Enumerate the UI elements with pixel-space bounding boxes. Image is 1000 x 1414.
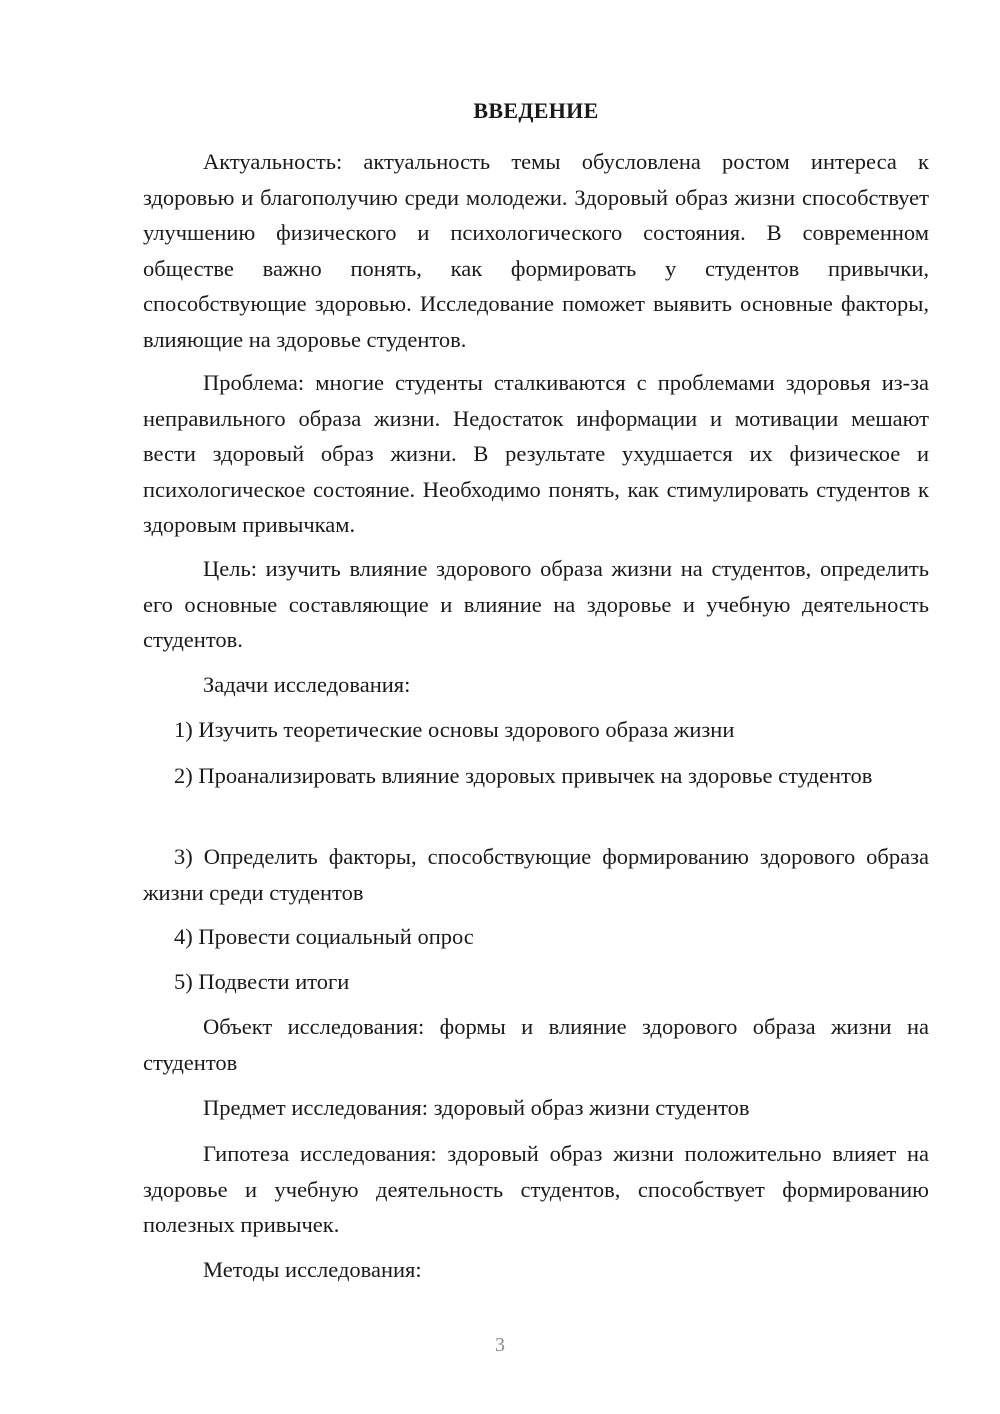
problem-paragraph: Проблема: многие студенты сталкиваются с проблемами здоровья из-за неправильного образа жизни. Недостаток информации и мотивации мешают вести здоровый образ жизни. В результате ухудшается их физическое и психологическое состояние. Необходимо понять, как стимулировать студентов к здоровым привычкам.	[143, 370, 929, 537]
goal-paragraph: Цель: изучить влияние здорового образа жизни на студентов, определить его основные составляющие и влияние на здоровье и учебную деятельность студентов.	[143, 556, 929, 652]
hypothesis-paragraph: Гипотеза исследования: здоровый образ жизни положительно влияет на здоровье и учебную деятельность студентов, способствует формированию полезных привычек.	[143, 1141, 929, 1237]
page-number: 3	[495, 1334, 505, 1356]
task-item-3: 3) Определить факторы, способствующие формированию здорового образа жизни среди студентов	[143, 844, 929, 905]
task-item-2: 2) Проанализировать влияние здоровых привычек на здоровье студентов	[174, 763, 873, 788]
object-paragraph: Объект исследования: формы и влияние здорового образа жизни на студентов	[143, 1014, 929, 1075]
page-title: ВВЕДЕНИЕ	[473, 98, 599, 123]
tasks-heading: Задачи исследования:	[203, 672, 411, 697]
task-item-5: 5) Подвести итоги	[174, 969, 350, 994]
subject-paragraph: Предмет исследования: здоровый образ жизни студентов	[203, 1095, 750, 1120]
task-item-4: 4) Провести социальный опрос	[174, 924, 474, 949]
relevance-paragraph: Актуальность: актуальность темы обусловлена ростом интереса к здоровью и благополучию среди молодежи. Здоровый образ жизни способствует улучшению физического и психологического состояния. В современном обществе важно понять, как формировать у студентов привычки, способствующие здоровью. Исследование поможет выявить основные факторы, влияющие на здоровье студентов.	[143, 149, 929, 352]
task-item-1: 1) Изучить теоретические основы здорового образа жизни	[174, 717, 735, 742]
methods-heading: Методы исследования:	[203, 1257, 422, 1282]
